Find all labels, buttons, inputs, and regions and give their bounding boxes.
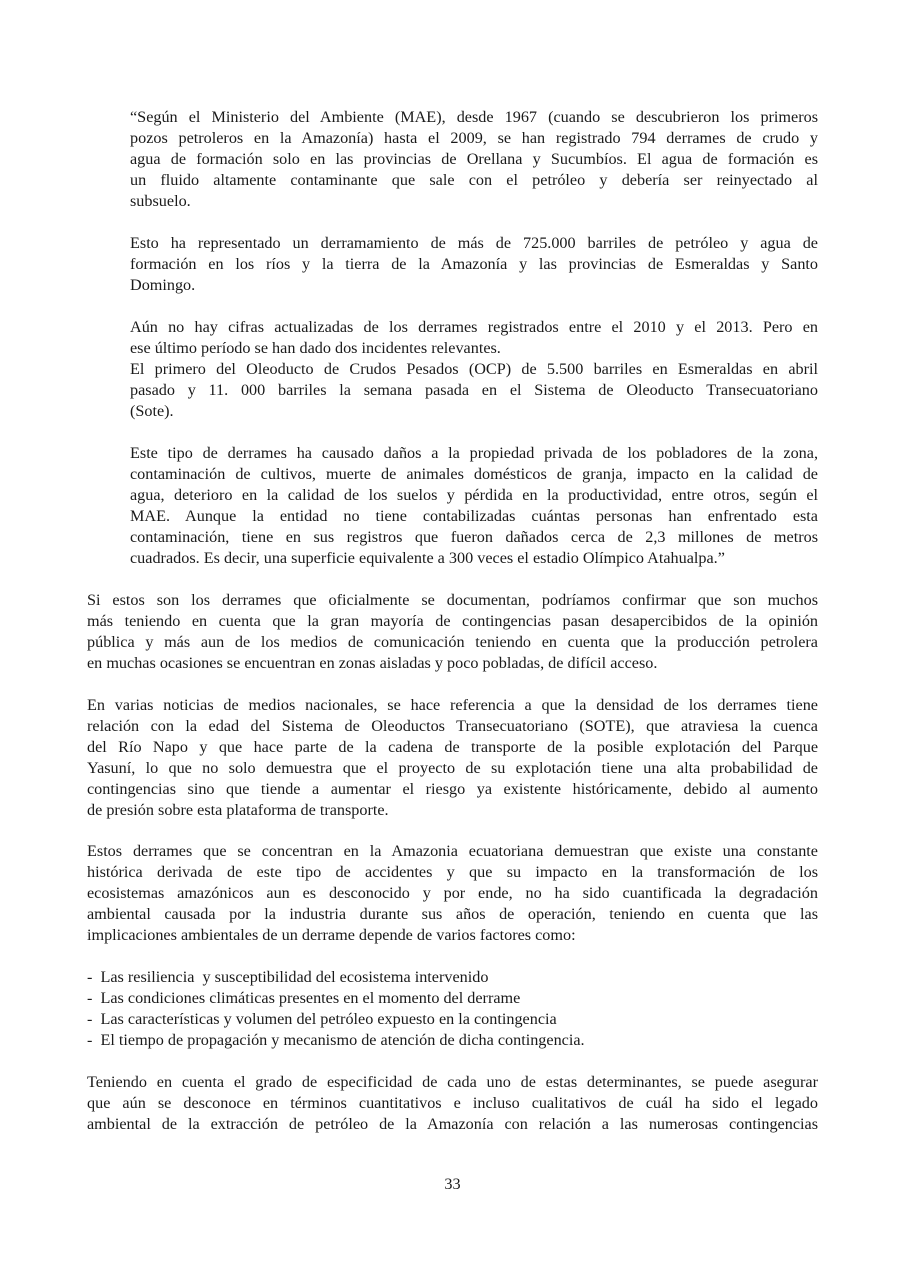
text-line: ambiental causada por la industria durante sus años de operación, teniendo en cuenta que las bbox=[87, 905, 818, 923]
body-paragraph-2 bbox=[87, 695, 818, 821]
page-number: 33 bbox=[444, 1175, 461, 1193]
list-item: - Las características y volumen del petróleo expuesto en la contingencia bbox=[87, 1010, 557, 1028]
text-line: Teniendo en cuenta el grado de especificidad de cada uno de estas determinantes, se puede asegurar bbox=[87, 1073, 818, 1091]
text-line: El primero del Oleoducto de Crudos Pesados (OCP) de 5.500 barriles en Esmeraldas en abril bbox=[130, 360, 818, 378]
text-line: Si estos son los derrames que oficialmente se documentan, podríamos confirmar que son muchos bbox=[87, 591, 818, 609]
text-line: que aún se desconoce en términos cuantitativos e incluso cualitativos de cuál ha sido el legado bbox=[87, 1094, 818, 1112]
body-paragraph-1 bbox=[87, 590, 818, 674]
quote-paragraph-4 bbox=[130, 443, 818, 569]
text-line: implicaciones ambientales de un derrame depende de varios factores como: bbox=[87, 926, 576, 944]
text-line: más teniendo en cuenta que la gran mayoría de contingencias pasan desapercibidos de la opinión bbox=[87, 612, 818, 630]
quote-paragraph-1 bbox=[130, 107, 818, 212]
text-line: formación en los ríos y la tierra de la Amazonía y las provincias de Esmeraldas y Santo bbox=[130, 255, 818, 273]
text-line: pública y más aun de los medios de comunicación teniendo en cuenta que la producción petrolera bbox=[87, 633, 818, 651]
list-item: - El tiempo de propagación y mecanismo de atención de dicha contingencia. bbox=[87, 1031, 585, 1049]
text-line: En varias noticias de medios nacionales, se hace referencia a que la densidad de los derrames tiene bbox=[87, 696, 818, 714]
text-line: pasado y 11. 000 barriles la semana pasada en el Sistema de Oleoducto Transecuatoriano bbox=[130, 381, 818, 399]
body-paragraph-3 bbox=[87, 841, 818, 946]
text-line: en muchas ocasiones se encuentran en zonas aisladas y poco pobladas, de difícil acceso. bbox=[87, 654, 658, 672]
text-line: ecosistemas amazónicos aun es desconocido y por ende, no ha sido cuantificada la degradación bbox=[87, 884, 818, 902]
text-line: Estos derrames que se concentran en la Amazonia ecuatoriana demuestran que existe una constante bbox=[87, 842, 818, 860]
text-line: “Según el Ministerio del Ambiente (MAE), desde 1967 (cuando se descubrieron los primeros bbox=[130, 108, 818, 126]
text-line: ambiental de la extracción de petróleo de la Amazonía con relación a las numerosas contingencias bbox=[87, 1115, 818, 1133]
quote-paragraph-3 bbox=[130, 317, 818, 422]
text-line: un fluido altamente contaminante que sale con el petróleo y debería ser reinyectado al bbox=[130, 171, 818, 189]
list-item: - Las resiliencia y susceptibilidad del ecosistema intervenido bbox=[87, 968, 489, 986]
text-line: pozos petroleros en la Amazonía) hasta el 2009, se han registrado 794 derrames de crudo y bbox=[130, 129, 818, 147]
text-line: (Sote). bbox=[130, 402, 174, 420]
factor-list bbox=[87, 967, 818, 1051]
text-line: Esto ha representado un derramamiento de más de 725.000 barriles de petróleo y agua de bbox=[130, 234, 818, 252]
text-line: de presión sobre esta plataforma de transporte. bbox=[87, 801, 389, 819]
text-line: cuadrados. Es decir, una superficie equivalente a 300 veces el estadio Olímpico Atahualpa.” bbox=[130, 549, 725, 567]
list-item: - Las condiciones climáticas presentes en el momento del derrame bbox=[87, 989, 521, 1007]
text-line: Domingo. bbox=[130, 276, 196, 294]
quote-paragraph-2 bbox=[130, 233, 818, 296]
text-line: histórica derivada de este tipo de accidentes y que su impacto en la transformación de los bbox=[87, 863, 818, 881]
text-line: del Río Napo y que hace parte de la cadena de transporte de la posible explotación del Parque bbox=[87, 738, 818, 756]
text-line: MAE. Aunque la entidad no tiene contabilizadas cuántas personas han enfrentado esta bbox=[130, 507, 818, 525]
text-line: agua de formación solo en las provincias de Orellana y Sucumbíos. El agua de formación es bbox=[130, 150, 818, 168]
text-line: agua, deterioro en la calidad de los suelos y pérdida en la productividad, entre otros, según el bbox=[130, 486, 818, 504]
text-line: contaminación, tiene en sus registros que fueron dañados cerca de 2,3 millones de metros bbox=[130, 528, 818, 546]
text-line: Este tipo de derrames ha causado daños a la propiedad privada de los pobladores de la zona, bbox=[130, 444, 818, 462]
text-line: Yasuní, lo que no solo demuestra que el proyecto de su explotación tiene una alta probabilidad de bbox=[87, 759, 818, 777]
text-line: ese último período se han dado dos incidentes relevantes. bbox=[130, 339, 501, 357]
text-line: relación con la edad del Sistema de Oleoductos Transecuatoriano (SOTE), que atraviesa la cuenca bbox=[87, 717, 818, 735]
text-line: contingencias sino que tiende a aumentar el riesgo ya existente históricamente, debido al aumento bbox=[87, 780, 818, 798]
text-line: Aún no hay cifras actualizadas de los derrames registrados entre el 2010 y el 2013. Pero en bbox=[130, 318, 818, 336]
text-line: contaminación de cultivos, muerte de animales domésticos de granja, impacto en la calidad de bbox=[130, 465, 818, 483]
text-line: subsuelo. bbox=[130, 192, 191, 210]
body-paragraph-4 bbox=[87, 1072, 818, 1135]
